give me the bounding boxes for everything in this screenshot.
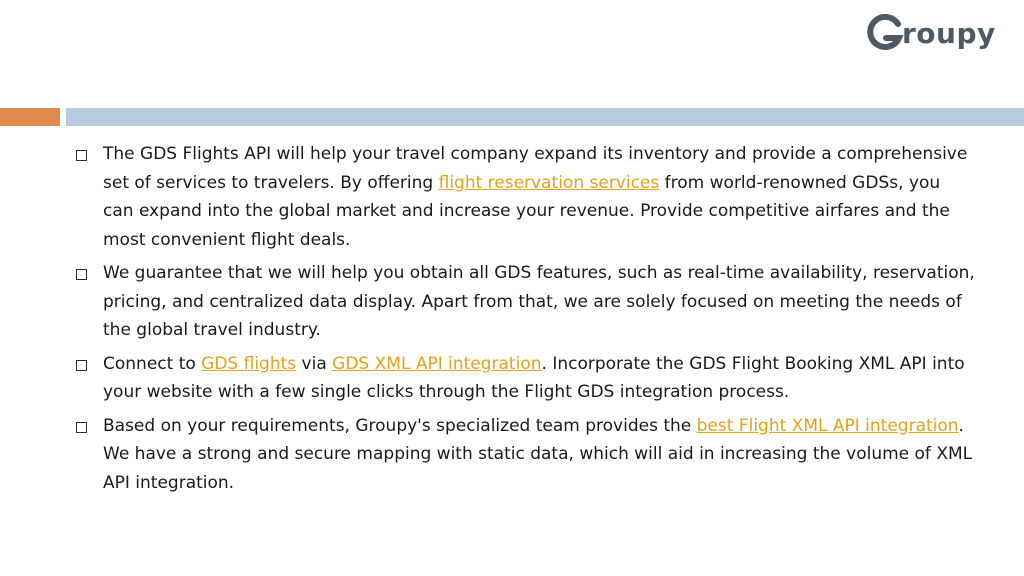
bullet-item-1 (76, 140, 976, 254)
square-bullet-icon (76, 422, 87, 433)
groupy-g-logo-icon (864, 14, 904, 54)
square-bullet-icon (76, 269, 87, 280)
gds-flights-link[interactable]: GDS flights (201, 353, 297, 374)
square-bullet-icon (76, 150, 87, 161)
bullet-item-3 (76, 350, 976, 407)
square-bullet-icon (76, 360, 87, 371)
flight-reservation-services-link[interactable]: flight reservation services (438, 172, 660, 193)
accent-bar-orange (0, 108, 60, 126)
bullet-list (76, 140, 976, 502)
gds-xml-api-integration-link[interactable]: GDS XML API integration (332, 353, 542, 374)
accent-bar-blue (66, 108, 1024, 126)
bullet-text: The GDS Flights API will help your travel company expand its inventory and provide a comprehensive set of services to travelers. By offering flight reservation services from world-renowned GDSs, you can expand into the global market and increase your revenue. Provide competitive airfares and the most convenient flight deals. (103, 144, 968, 250)
bullet-text: Based on your requirements, Groupy's specialized team provides the best Flight XML API integration. We have a strong and secure mapping with static data, which will aid in increasing the volume of XML API integration. (103, 415, 973, 493)
groupy-logo (864, 12, 996, 56)
bullet-item-2 (76, 259, 976, 345)
bullet-item-4 (76, 412, 976, 498)
bullet-text: We guarantee that we will help you obtain all GDS features, such as real-time availability, reservation, pricing, and centralized data display. Apart from that, we are solely focused on meeting the needs of the global travel industry. (103, 263, 975, 340)
bullet-text: Connect to GDS flights via GDS XML API integration. Incorporate the GDS Flight Booking XML API into your website with a few single clicks through the Flight GDS integration process. (103, 353, 965, 402)
logo-text: roupy (902, 17, 996, 50)
best-flight-xml-api-integration-link[interactable]: best Flight XML API integration (696, 415, 959, 436)
